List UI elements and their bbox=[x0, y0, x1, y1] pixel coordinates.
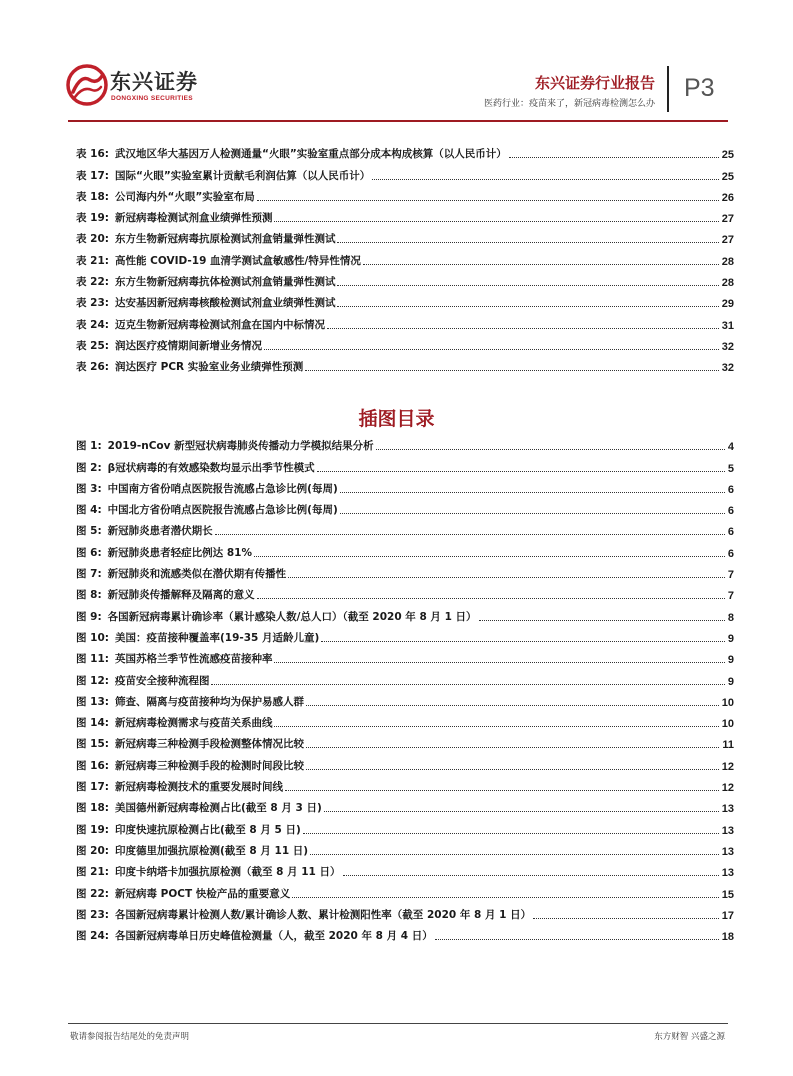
toc-entry[interactable] bbox=[76, 796, 734, 817]
toc-entry-page: 29 bbox=[721, 298, 734, 311]
toc-entry-page: 13 bbox=[721, 867, 734, 880]
toc-entry-label: 图 2: bbox=[76, 461, 102, 474]
toc-entry-label: 图 18: bbox=[76, 802, 109, 815]
toc-leader-dots bbox=[340, 513, 725, 514]
toc-entry-label: 图 11: bbox=[76, 653, 109, 666]
toc-entry-label: 图 16: bbox=[76, 759, 109, 772]
toc-entry-label: 表 23: bbox=[76, 297, 109, 310]
toc-entry[interactable] bbox=[76, 626, 734, 647]
toc-entry-page: 4 bbox=[727, 441, 734, 454]
toc-entry-title: 印度快速抗原检测占比(截至 8 月 5 日) bbox=[114, 823, 301, 836]
toc-entry[interactable] bbox=[76, 881, 734, 902]
toc-entry-page: 6 bbox=[727, 526, 734, 539]
toc-entry-label: 图 22: bbox=[76, 887, 109, 900]
toc-entry[interactable] bbox=[76, 924, 734, 945]
toc-entry[interactable] bbox=[76, 185, 734, 206]
toc-entry-label: 图 12: bbox=[76, 674, 109, 687]
logo-name-en: DONGXING SECURITIES bbox=[111, 95, 193, 102]
header-rule bbox=[68, 120, 728, 122]
toc-entry[interactable] bbox=[76, 860, 734, 881]
toc-entry-label: 表 22: bbox=[76, 276, 109, 289]
toc-entry[interactable] bbox=[76, 498, 734, 519]
toc-leader-dots bbox=[509, 157, 719, 158]
toc-leader-dots bbox=[317, 471, 725, 472]
toc-entry-title: 高性能 COVID-19 血清学测试盒敏感性/特异性情况 bbox=[114, 254, 361, 267]
toc-entry[interactable] bbox=[76, 291, 734, 312]
toc-entry-title: 公司海内外“火眼”实验室布局 bbox=[114, 190, 255, 203]
toc-entry-page: 9 bbox=[727, 632, 734, 645]
toc-entry-page: 32 bbox=[721, 362, 734, 375]
toc-entry-page: 9 bbox=[727, 675, 734, 688]
toc-leader-dots bbox=[303, 833, 719, 834]
toc-entry-label: 表 19: bbox=[76, 212, 109, 225]
toc-entry[interactable] bbox=[76, 732, 734, 753]
toc-entry-label: 图 7: bbox=[76, 568, 102, 581]
toc-leader-dots bbox=[337, 242, 718, 243]
toc-entry-label: 表 25: bbox=[76, 339, 109, 352]
toc-entry[interactable] bbox=[76, 903, 734, 924]
toc-entry-page: 28 bbox=[721, 255, 734, 268]
toc-entry-label: 图 17: bbox=[76, 781, 109, 794]
report-title: 东兴证券行业报告 bbox=[534, 74, 655, 92]
toc-entry-title: 武汉地区华大基因万人检测通量“火眼”实验室重点部分成本构成核算（以人民币计） bbox=[114, 148, 507, 161]
toc-entry-label: 图 4: bbox=[76, 504, 102, 517]
toc-entry-title: 新冠肺炎和流感类似在潜伏期有传播性 bbox=[107, 568, 287, 581]
header-divider bbox=[667, 66, 669, 112]
toc-entry-page: 17 bbox=[721, 909, 734, 922]
toc-entry-page: 6 bbox=[727, 505, 734, 518]
toc-entry-title: 达安基因新冠病毒核酸检测试剂盒业绩弹性测试 bbox=[114, 297, 336, 310]
toc-entry-label: 表 24: bbox=[76, 318, 109, 331]
toc-leader-dots bbox=[340, 492, 725, 493]
toc-entry-title: 新冠肺炎传播解释及隔离的意义 bbox=[107, 589, 255, 602]
toc-entry-title: 各国新冠病毒累计检测人数/累计确诊人数、累计检测阳性率（截至 2020 年 8 月 1 日） bbox=[114, 908, 532, 921]
toc-entry-label: 图 15: bbox=[76, 738, 109, 751]
toc-entry-label: 图 9: bbox=[76, 610, 102, 623]
toc-entry-page: 10 bbox=[721, 696, 734, 709]
toc-entry-title: 各国新冠病毒单日历史峰值检测量（人，截至 2020 年 8 月 4 日） bbox=[114, 930, 433, 943]
toc-entry-page: 28 bbox=[721, 277, 734, 290]
company-logo bbox=[66, 64, 206, 114]
toc-entry-page: 6 bbox=[727, 483, 734, 496]
toc-leader-dots bbox=[211, 684, 724, 685]
toc-entry-page: 12 bbox=[721, 760, 734, 773]
toc-leader-dots bbox=[337, 285, 718, 286]
toc-entry-title: 英国苏格兰季节性流感疫苗接种率 bbox=[114, 653, 273, 666]
toc-entry-page: 5 bbox=[727, 462, 734, 475]
toc-leader-dots bbox=[274, 662, 724, 663]
toc-entry-label: 表 26: bbox=[76, 361, 109, 374]
toc-leader-dots bbox=[327, 328, 719, 329]
toc-entry[interactable] bbox=[76, 206, 734, 227]
toc-entry-title: 国际“火眼”实验室累计贡献毛利润估算（以人民币计） bbox=[114, 169, 371, 182]
toc-entry-page: 32 bbox=[721, 340, 734, 353]
tables-toc-list bbox=[76, 142, 734, 376]
figures-toc-heading: 插图目录 bbox=[358, 408, 435, 430]
toc-entry-label: 图 19: bbox=[76, 823, 109, 836]
toc-entry[interactable] bbox=[76, 142, 734, 163]
toc-entry[interactable] bbox=[76, 690, 734, 711]
toc-entry[interactable] bbox=[76, 163, 734, 184]
toc-entry-label: 图 3: bbox=[76, 482, 102, 495]
toc-entry-title: 润达医疗疫情期间新增业务情况 bbox=[114, 339, 262, 352]
toc-entry-title: 印度卡纳塔卡加强抗原检测（截至 8 月 11 日） bbox=[114, 866, 341, 879]
toc-entry-page: 12 bbox=[721, 782, 734, 795]
toc-entry-page: 27 bbox=[721, 213, 734, 226]
toc-entry-title: 迈克生物新冠病毒检测试剂盒在国内中标情况 bbox=[114, 318, 325, 331]
toc-entry-page: 27 bbox=[721, 234, 734, 247]
toc-leader-dots bbox=[306, 747, 719, 748]
toc-entry-label: 图 8: bbox=[76, 589, 102, 602]
toc-leader-dots bbox=[285, 790, 719, 791]
toc-entry[interactable] bbox=[76, 562, 734, 583]
toc-entry[interactable] bbox=[76, 604, 734, 625]
toc-entry-page: 15 bbox=[721, 888, 734, 901]
footer-rule bbox=[68, 1023, 728, 1024]
toc-entry-title: 中国南方省份哨点医院报告流感占急诊比例(每周) bbox=[107, 482, 338, 495]
logo-name-cn: 东兴证券 bbox=[110, 70, 198, 94]
toc-leader-dots bbox=[288, 577, 725, 578]
page-number: P3 bbox=[684, 74, 715, 102]
toc-entry-page: 9 bbox=[727, 654, 734, 667]
toc-entry-page: 26 bbox=[721, 191, 734, 204]
toc-entry-label: 表 18: bbox=[76, 190, 109, 203]
toc-entry-title: 中国北方省份哨点医院报告流感占急诊比例(每周) bbox=[107, 504, 338, 517]
toc-entry-label: 图 24: bbox=[76, 930, 109, 943]
toc-leader-dots bbox=[306, 769, 719, 770]
toc-entry-page: 7 bbox=[727, 569, 734, 582]
toc-entry[interactable] bbox=[76, 647, 734, 668]
toc-leader-dots bbox=[292, 897, 718, 898]
logo-mark-icon bbox=[66, 64, 108, 106]
toc-entry-title: β冠状病毒的有效感染数均显示出季节性模式 bbox=[107, 461, 315, 474]
toc-entry-label: 表 21: bbox=[76, 254, 109, 267]
toc-entry[interactable] bbox=[76, 270, 734, 291]
toc-entry-label: 表 20: bbox=[76, 233, 109, 246]
toc-entry-label: 图 20: bbox=[76, 844, 109, 857]
figures-toc-list bbox=[76, 434, 734, 945]
toc-entry-label: 图 14: bbox=[76, 717, 109, 730]
toc-entry-title: 新冠病毒检测试剂盒业绩弹性预测 bbox=[114, 212, 273, 225]
toc-entry[interactable] bbox=[76, 334, 734, 355]
toc-leader-dots bbox=[310, 854, 719, 855]
toc-entry-label: 图 23: bbox=[76, 908, 109, 921]
toc-entry[interactable] bbox=[76, 227, 734, 248]
toc-entry-title: 新冠肺炎患者潜伏期长 bbox=[107, 525, 213, 538]
toc-entry-page: 13 bbox=[721, 845, 734, 858]
toc-entry-page: 6 bbox=[727, 547, 734, 560]
toc-entry-page: 8 bbox=[727, 611, 734, 624]
toc-entry-label: 表 17: bbox=[76, 169, 109, 182]
toc-entry[interactable] bbox=[76, 540, 734, 561]
toc-entry[interactable] bbox=[76, 839, 734, 860]
footer-slogan: 东方财智 兴盛之源 bbox=[654, 1032, 725, 1042]
toc-entry-page: 25 bbox=[721, 149, 734, 162]
toc-entry-title: 美国：疫苗接种覆盖率(19-35 月适龄儿童) bbox=[114, 631, 320, 644]
toc-entry-title: 新冠肺炎患者轻症比例达 81% bbox=[107, 546, 252, 559]
toc-leader-dots bbox=[324, 811, 719, 812]
toc-entry[interactable] bbox=[76, 753, 734, 774]
toc-entry-page: 13 bbox=[721, 803, 734, 816]
toc-entry[interactable] bbox=[76, 711, 734, 732]
toc-entry-title: 新冠病毒检测需求与疫苗关系曲线 bbox=[114, 717, 273, 730]
toc-leader-dots bbox=[257, 598, 725, 599]
toc-leader-dots bbox=[264, 349, 719, 350]
footer-disclaimer: 敬请参阅报告结尾处的免责声明 bbox=[70, 1032, 190, 1042]
toc-entry[interactable] bbox=[76, 519, 734, 540]
toc-entry-page: 7 bbox=[727, 590, 734, 603]
toc-entry-page: 18 bbox=[721, 931, 734, 944]
toc-entry-label: 图 1: bbox=[76, 440, 102, 453]
toc-leader-dots bbox=[321, 641, 725, 642]
toc-leader-dots bbox=[257, 200, 719, 201]
toc-entry-label: 图 21: bbox=[76, 866, 109, 879]
toc-leader-dots bbox=[306, 705, 719, 706]
toc-leader-dots bbox=[274, 726, 718, 727]
toc-entry-title: 东方生物新冠病毒抗体检测试剂盒销量弹性测试 bbox=[114, 276, 336, 289]
toc-entry-title: 2019-nCov 新型冠状病毒肺炎传播动力学模拟结果分析 bbox=[107, 440, 374, 453]
toc-leader-dots bbox=[254, 556, 725, 557]
toc-entry[interactable] bbox=[76, 355, 734, 376]
toc-entry-label: 图 10: bbox=[76, 631, 109, 644]
toc-entry[interactable] bbox=[76, 817, 734, 838]
toc-entry-title: 东方生物新冠病毒抗原检测试剂盒销量弹性测试 bbox=[114, 233, 336, 246]
toc-leader-dots bbox=[435, 939, 719, 940]
toc-entry-page: 31 bbox=[721, 319, 734, 332]
toc-entry-title: 印度德里加强抗原检测(截至 8 月 11 日) bbox=[114, 844, 309, 857]
toc-entry-title: 疫苗安全接种流程图 bbox=[114, 674, 210, 687]
toc-entry[interactable] bbox=[76, 583, 734, 604]
toc-entry-title: 各国新冠病毒累计确诊率（累计感染人数/总人口）（截至 2020 年 8 月 1 日） bbox=[107, 610, 477, 623]
toc-entry[interactable] bbox=[76, 668, 734, 689]
toc-entry-page: 11 bbox=[722, 739, 734, 752]
toc-leader-dots bbox=[372, 179, 718, 180]
toc-leader-dots bbox=[363, 264, 719, 265]
toc-entry[interactable] bbox=[76, 434, 734, 455]
toc-entry-title: 美国德州新冠病毒检测占比(截至 8 月 3 日) bbox=[114, 802, 322, 815]
toc-leader-dots bbox=[215, 534, 725, 535]
toc-entry-label: 图 5: bbox=[76, 525, 102, 538]
toc-entry[interactable] bbox=[76, 312, 734, 333]
report-subtitle: 医药行业：疫苗来了，新冠病毒检测怎么办 bbox=[483, 99, 655, 109]
toc-entry[interactable] bbox=[76, 775, 734, 796]
toc-entry-title: 新冠病毒检测技术的重要发展时间线 bbox=[114, 781, 283, 794]
toc-entry-label: 表 16: bbox=[76, 148, 109, 161]
page-header bbox=[0, 0, 793, 125]
toc-entry-title: 筛查、隔离与疫苗接种均为保护易感人群 bbox=[114, 695, 304, 708]
toc-entry[interactable] bbox=[76, 455, 734, 476]
toc-entry-page: 25 bbox=[721, 170, 734, 183]
toc-entry[interactable] bbox=[76, 248, 734, 269]
toc-leader-dots bbox=[343, 875, 719, 876]
toc-leader-dots bbox=[305, 370, 718, 371]
toc-entry[interactable] bbox=[76, 477, 734, 498]
toc-leader-dots bbox=[376, 449, 725, 450]
toc-entry-label: 图 13: bbox=[76, 695, 109, 708]
toc-leader-dots bbox=[533, 918, 719, 919]
toc-leader-dots bbox=[337, 306, 718, 307]
toc-entry-page: 13 bbox=[721, 824, 734, 837]
toc-leader-dots bbox=[274, 221, 718, 222]
toc-entry-title: 新冠病毒 POCT 快检产品的重要意义 bbox=[114, 887, 291, 900]
toc-entry-title: 新冠病毒三种检测手段的检测时间段比较 bbox=[114, 759, 304, 772]
toc-entry-label: 图 6: bbox=[76, 546, 102, 559]
toc-leader-dots bbox=[479, 620, 725, 621]
toc-entry-title: 润达医疗 PCR 实验室业务业绩弹性预测 bbox=[114, 361, 304, 374]
toc-entry-page: 10 bbox=[721, 718, 734, 731]
toc-entry-title: 新冠病毒三种检测手段检测整体情况比较 bbox=[114, 738, 304, 751]
